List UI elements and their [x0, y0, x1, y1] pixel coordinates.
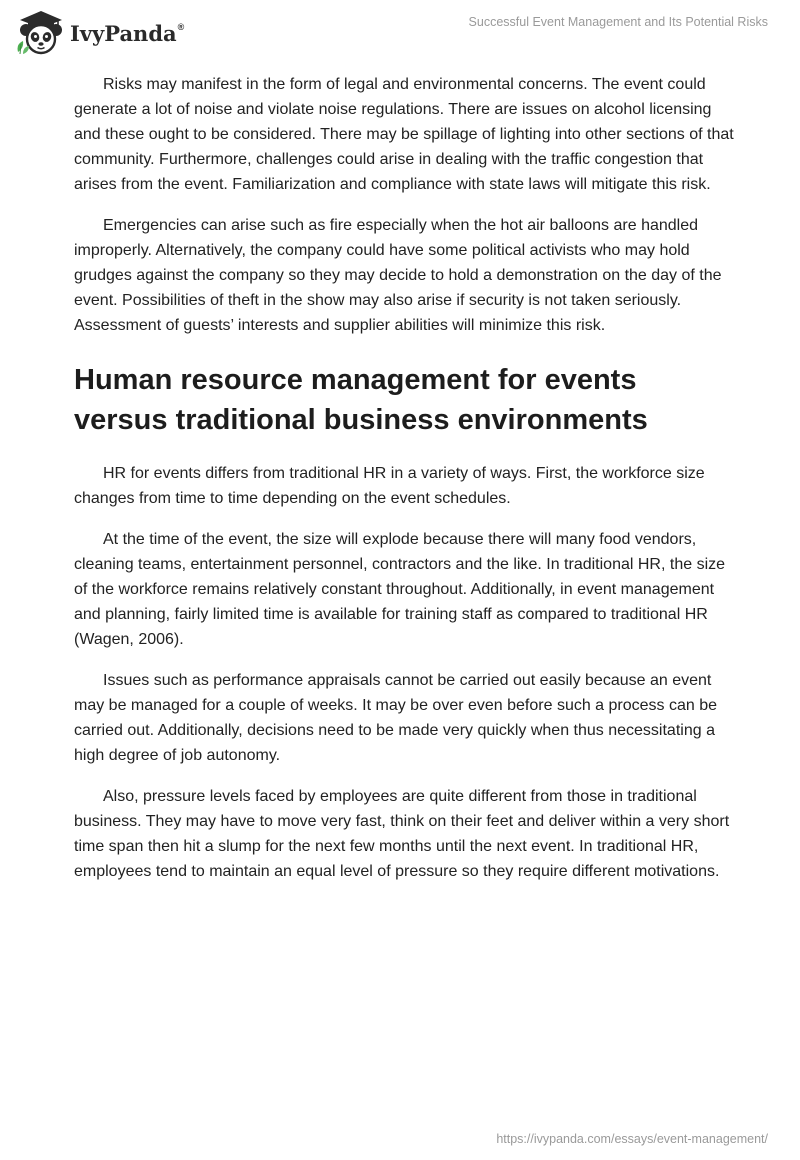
- essay-content: [74, 72, 734, 900]
- page-header: [0, 0, 800, 60]
- source-url[interactable]: https://ivypanda.com/essays/event-management/: [496, 1132, 768, 1146]
- ivypanda-logo[interactable]: [14, 8, 184, 56]
- registered-mark: ®: [177, 21, 185, 32]
- document-title: Successful Event Management and Its Potential Risks: [468, 15, 768, 29]
- paragraph: Issues such as performance appraisals cannot be carried out easily because an event may be managed for a couple of weeks. It may be over even before such a process can be carried out. Additionally, decisions need to be made very quickly when thus necessitating a high degree of job autonomy.: [74, 672, 718, 764]
- paragraph: Also, pressure levels faced by employees are quite different from those in traditional business. They may have to move very fast, think on their feet and deliver within a very short time span then hit a slump for the next few months until the next event. In traditional HR, employees tend to maintain an equal level of pressure so they require different motivations.: [74, 788, 730, 880]
- paragraph: At the time of the event, the size will explode because there will many food vendors, cleaning teams, entertainment personnel, contractors and the like. In traditional HR, the size of the workforce remains relatively constant throughout. Additionally, in event management and planning, fairly limited time is available for training staff as compared to traditional HR (Wagen, 2006).: [74, 531, 726, 648]
- panda-graduate-icon: [14, 8, 64, 56]
- paragraph: Emergencies can arise such as fire especially when the hot air balloons are handled improperly. Alternatively, the company could have some political activists who may hold grudges against the company so they may decide to hold a demonstration on the day of the event. Possibilities of theft in the show may also arise if security is not taken seriously. Assessment of guests’ interests and supplier abilities will minimize this risk.: [74, 217, 722, 334]
- section-heading: Human resource management for events versus traditional business environments: [74, 364, 648, 436]
- paragraph: Risks may manifest in the form of legal and environmental concerns. The event could generate a lot of noise and violate noise regulations. There are issues on alcohol licensing and these ought to be considered. There may be spillage of lighting into other sections of that community. Furthermore, challenges could arise in dealing with the traffic congestion that arises from the event. Familiarization and compliance with state laws will mitigate this risk.: [74, 76, 734, 193]
- brand-name: IvyPanda®: [70, 20, 185, 46]
- paragraph: HR for events differs from traditional HR in a variety of ways. First, the workforce size changes from time to time depending on the event schedules.: [74, 465, 705, 507]
